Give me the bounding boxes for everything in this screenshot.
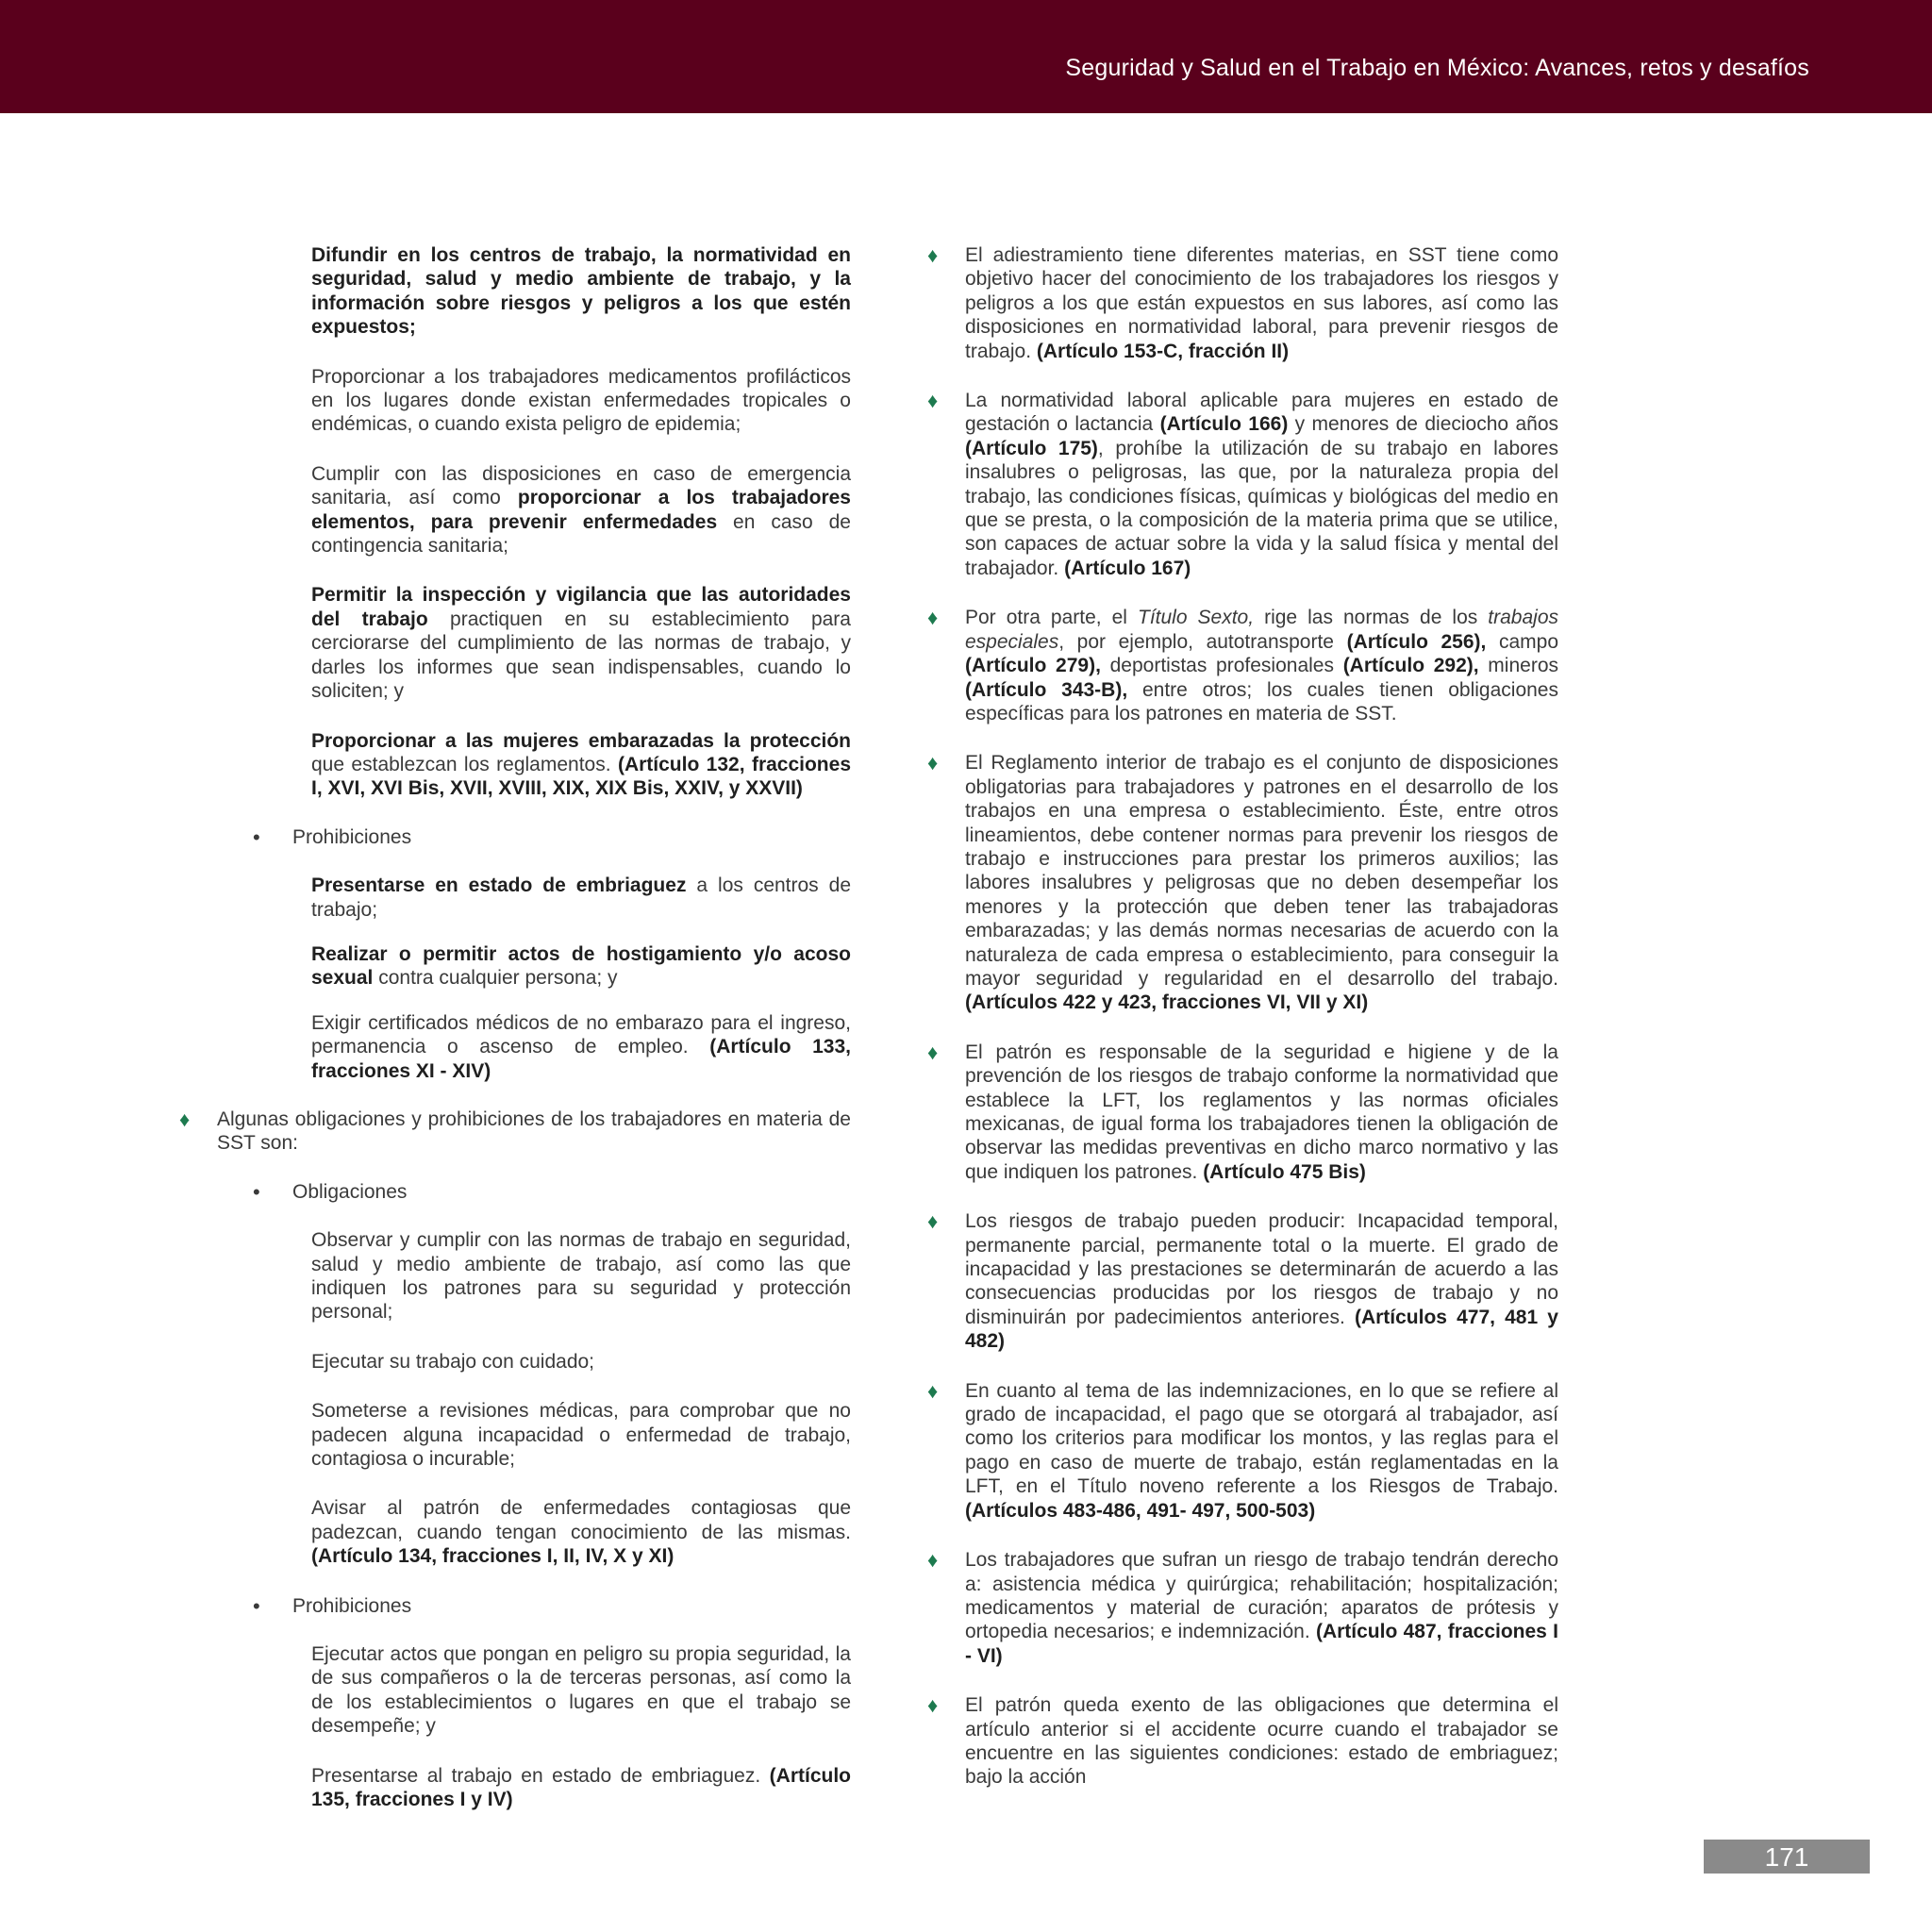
- sub-bullet-item: [217, 1594, 851, 1618]
- article-reference: (Artículo 167): [1064, 557, 1191, 579]
- text: Ejecutar actos que pongan en peligro su propia seguridad, la de sus compañeros o la de terceras personas, así como la de los establecimientos o lugares en que el trabajo se desempeñe; y: [311, 1643, 851, 1738]
- diamond-icon: ♦: [927, 1548, 939, 1573]
- text: rige las normas de los: [1254, 607, 1489, 629]
- text: y menores de dieciocho años: [1288, 413, 1558, 436]
- article-reference: (Artículo 256),: [1346, 630, 1487, 653]
- page-number-box: [1704, 1840, 1870, 1874]
- text: El Reglamento interior de trabajo es el conjunto de disposiciones obligatorias para trabajadores y patrones en el desarrollo de los trabajos en una empresa o establecimiento. Éste, entre otros lineamientos, debe contener normas para prevenir los riesgos de trabajo e instrucciones para prestar los primeros auxilios; las labores insalubres y peligrosas que no deben desempeñar los menores y la protección que deben tener las trabajadoras embarazadas; y las demás normas necesarias de acuerdo con la naturaleza de cada empresa o establecimiento, para conseguir la mayor seguridad y regularidad en el desarrollo del trabajo.: [965, 752, 1558, 990]
- bullet-item: [924, 1379, 1558, 1523]
- diamond-icon: ♦: [927, 243, 939, 267]
- text: Exigir certificados médicos de no embarazo para el ingreso, permanencia o ascenso de empleo.: [311, 1011, 851, 1058]
- article-reference: (Artículo 133, fracciones XI - XIV): [311, 1036, 851, 1082]
- text: practiquen en su establecimiento para cerciorarse del cumplimiento de las normas de trabajo, y darles los informes que sean indispensables, cuando lo soliciten; y: [311, 608, 851, 703]
- text: El adiestramiento tiene diferentes materias, en SST tiene como objetivo hacer del conocimiento de los trabajadores los riesgos y peligros a los que están expuestos en sus labores, así como las disposiciones en normatividad laboral, para prevenir riesgos de trabajo.: [965, 244, 1558, 362]
- diamond-icon: ♦: [927, 1040, 939, 1064]
- text: entre otros; los cuales tienen obligaciones específicas para los patrones en materia de SST.: [965, 678, 1558, 724]
- bullet-item: [176, 1108, 851, 1156]
- diamond-icon: ♦: [927, 1378, 939, 1403]
- paragraph: [217, 874, 851, 922]
- text: En cuanto al tema de las indemnizaciones, en lo que se refiere al grado de incapacidad, el pago que se otorgará al trabajador, así como los criterios para modificar los montos, y las reglas para el pago en caso de muerte de trabajo, están reglamentadas en la LFT, en el Título noveno referente a los Riesgos de Trabajo.: [965, 1379, 1558, 1498]
- bold-text: Realizar o permitir actos de hostigamiento y/o acoso sexual: [311, 942, 851, 990]
- text: Presentarse al trabajo en estado de embriaguez.: [311, 1764, 770, 1787]
- dot-icon: •: [253, 824, 260, 849]
- article-reference: (Artículos 422 y 423, fracciones VI, VII y XI): [965, 991, 1369, 1014]
- running-header-title: Seguridad y Salud en el Trabajo en México: Avances, retos y desafíos: [1065, 55, 1809, 81]
- diamond-icon: ♦: [179, 1107, 191, 1131]
- paragraph: [217, 583, 851, 703]
- bullet-item: [924, 389, 1558, 580]
- header-bar: [0, 0, 1932, 113]
- paragraph: [217, 243, 851, 340]
- article-reference: (Artículo 343-B),: [965, 678, 1128, 701]
- text: a los centros de trabajo;: [311, 874, 851, 921]
- bullet-item: [924, 751, 1558, 1014]
- text: deportistas profesionales: [1100, 655, 1343, 677]
- text: Los riesgos de trabajo pueden producir: Incapacidad temporal, permanente parcial, permanente total o la muerte. El grado de incapacidad y las prestaciones se determinarán de acuerdo a las consecuencias producidas por los riesgos de trabajo y no disminuirán por padecimientos anteriores.: [965, 1210, 1558, 1328]
- article-reference: (Artículo 166): [1159, 413, 1289, 436]
- dot-icon: •: [253, 1179, 260, 1204]
- paragraph: [217, 942, 851, 991]
- diamond-icon: ♦: [927, 1693, 939, 1718]
- article-reference: (Artículos 477, 481 y 482): [965, 1306, 1558, 1353]
- paragraph: [217, 1642, 851, 1739]
- article-reference: (Artículo 153-C, fracción II): [1036, 340, 1290, 362]
- text: en caso de contingencia sanitaria;: [311, 510, 851, 558]
- bold-text: proporcionar a los trabajadores elementos, para prevenir enfermedades: [311, 487, 851, 533]
- article-reference: (Artículos 483-486, 491- 497, 500-503): [965, 1499, 1316, 1522]
- text: mineros: [1478, 655, 1558, 677]
- bullet-item: [924, 243, 1558, 363]
- right-column: [924, 243, 1558, 1815]
- paragraph: [217, 1350, 851, 1374]
- text: , prohíbe la utilización de su trabajo en labores insalubres o peligrosas, las que, por la naturaleza propia del trabajo, las condiciones físicas, químicas y biológicas del medio en que se presta, o la composición de la materia prima que se utilice, son capaces de actuar sobre la vida y la salud física y mental del trabajador.: [965, 437, 1558, 579]
- sub-bullet-item: [217, 1180, 851, 1204]
- article-reference: (Artículo 135, fracciones I y IV): [311, 1764, 851, 1811]
- italic-text: Título Sexto,: [1138, 607, 1255, 629]
- sub-heading: Prohibiciones: [292, 825, 412, 848]
- left-column: [179, 243, 851, 1838]
- text: Proporcionar a los trabajadores medicamentos profilácticos en los lugares donde existan enfermedades tropicales o endémicas, o cuando exista peligro de epidemia;: [311, 365, 851, 436]
- bullet-item: [924, 1548, 1558, 1668]
- paragraph: [217, 365, 851, 437]
- text: Observar y cumplir con las normas de trabajo en seguridad, salud y medio ambiente de trabajo, así como las que indiquen los patrones para su seguridad y protección personal;: [311, 1229, 851, 1324]
- dot-icon: •: [253, 1593, 260, 1618]
- bullet-item: [924, 1209, 1558, 1353]
- paragraph: [217, 1011, 851, 1083]
- text: Los trabajadores que sufran un riesgo de trabajo tendrán derecho a: asistencia médica y quirúrgica; rehabilitación; hospitalización; medicamentos y material de curación; aparatos de prótesis y ortopedia necesarios; e indemnización.: [965, 1549, 1558, 1643]
- diamond-icon: ♦: [927, 606, 939, 630]
- text: campo: [1486, 630, 1558, 653]
- text: Por otra parte, el: [965, 607, 1138, 629]
- text: Ejecutar su trabajo con cuidado;: [311, 1350, 595, 1373]
- article-reference: (Artículo 487, fracciones I - VI): [965, 1621, 1558, 1667]
- paragraph: [217, 1764, 851, 1812]
- text: contra cualquier persona; y: [373, 967, 618, 990]
- bold-text: Permitir la inspección y vigilancia que las autoridades del trabajo: [311, 584, 851, 630]
- text: El patrón queda exento de las obligaciones que determina el artículo anterior si el accidente ocurre cuando el trabajador se encuentre en las siguientes condiciones: estado de embriaguez; bajo la acción: [965, 1694, 1558, 1789]
- text: Algunas obligaciones y prohibiciones de los trabajadores en materia de SST son:: [217, 1108, 851, 1155]
- page-number: 171: [1764, 1842, 1809, 1872]
- bold-text: Difundir en los centros de trabajo, la normatividad en seguridad, salud y medio ambiente de trabajo, y la información sobre riesgos y peligros a los que estén expuestos;: [311, 244, 851, 339]
- sub-bullet-item: [217, 825, 851, 849]
- article-reference: (Artículo 132, fracciones I, XVI, XVI Bis, XVII, XVIII, XIX, XIX Bis, XXIV, y XXVII): [311, 753, 851, 800]
- paragraph: [217, 1399, 851, 1471]
- text: , por ejemplo, autotransporte: [1058, 630, 1347, 653]
- paragraph: [217, 1496, 851, 1568]
- diamond-icon: ♦: [927, 1209, 939, 1234]
- diamond-icon: ♦: [927, 389, 939, 413]
- text: Cumplir con las disposiciones en caso de emergencia sanitaria, así como: [311, 462, 851, 509]
- bullet-item: [924, 606, 1558, 725]
- bullet-item: [924, 1693, 1558, 1790]
- bold-text: Proporcionar a las mujeres embarazadas la protección: [311, 729, 851, 752]
- bullet-item: [924, 1041, 1558, 1184]
- bold-text: Presentarse en estado de embriaguez: [311, 874, 687, 897]
- paragraph: [217, 462, 851, 558]
- text: que establezcan los reglamentos.: [311, 753, 618, 775]
- text: El patrón es responsable de la seguridad e higiene y de la prevención de los riesgos de trabajo conforme la normatividad que establece la LFT, los reglamentos y las normas oficiales mexicanas, de igual forma los trabajadores tienen la obligación de observar las medidas preventivas en dicho marco normativo y las que indiquen los patrones.: [965, 1041, 1558, 1183]
- sub-heading: Prohibiciones: [292, 1594, 412, 1617]
- text: Avisar al patrón de enfermedades contagiosas que padezcan, cuando tengan conocimiento de las mismas.: [311, 1497, 851, 1543]
- article-reference: (Artículo 292),: [1342, 655, 1479, 677]
- article-reference: (Artículo 175): [965, 437, 1098, 459]
- text: La normatividad laboral aplicable para mujeres en estado de gestación o lactancia: [965, 390, 1558, 436]
- text: Someterse a revisiones médicas, para comprobar que no padecen alguna incapacidad o enfermedad de trabajo, contagiosa o incurable;: [311, 1400, 851, 1471]
- paragraph: [217, 1228, 851, 1324]
- italic-text: trabajos especiales: [965, 607, 1559, 653]
- sub-heading: Obligaciones: [292, 1180, 408, 1203]
- article-reference: (Artículo 279),: [965, 655, 1101, 677]
- paragraph: [217, 729, 851, 801]
- article-reference: (Artículo 475 Bis): [1203, 1160, 1366, 1183]
- diamond-icon: ♦: [927, 751, 939, 775]
- article-reference: (Artículo 134, fracciones I, II, IV, X y XI): [311, 1545, 675, 1568]
